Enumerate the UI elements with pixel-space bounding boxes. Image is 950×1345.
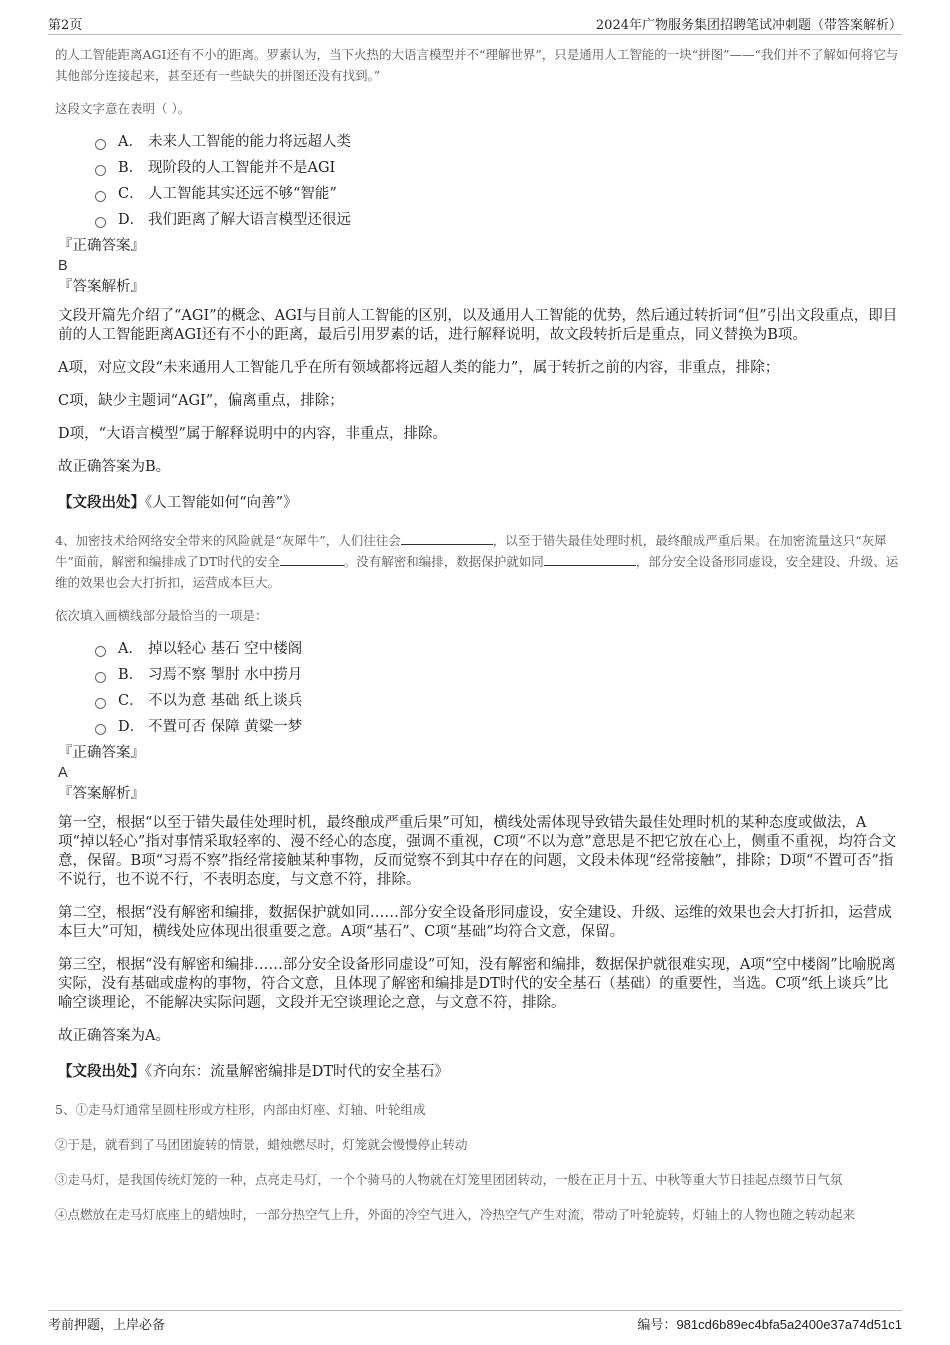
options-list	[95, 129, 900, 233]
option-c[interactable]: C． 人工智能其实还远不够“智能”	[95, 181, 900, 207]
answer-label: 『正确答案』	[58, 238, 145, 254]
source-citation: 【文段出处】《齐向东：流量解密编排是DT时代的安全基石》	[58, 1063, 450, 1080]
analysis-body	[58, 307, 900, 477]
radio-icon[interactable]	[95, 191, 106, 202]
radio-icon[interactable]	[95, 139, 106, 150]
question-3	[55, 44, 900, 512]
sentence-item: ③走马灯，是我国传统灯笼的一种，点亮走马灯，一个个骑马的人物就在灯笼里团团转动，一般在正月十五、中秋等重大节日挂起点缀节日气氛	[55, 1172, 843, 1187]
answer-value: A	[58, 765, 68, 781]
analysis-paragraph: 故正确答案为B。	[58, 459, 171, 475]
question-stem: 4、加密技术给网络安全带来的风险就是“灰犀牛”，人们往往会 ，以至于错失最佳处理时机，最终酿成严重后果。在加密流量这只“灰犀牛”面前，解密和编排成了DT时代的安全 。没有解密和编排，数据保护就如同 ，部分安全设备形同虚设，安全建设、升级、运维的效果也会大打折扣，运营成本巨大。	[55, 533, 899, 590]
sentence-item: 5、①走马灯通常呈圆柱形或方柱形，内部由灯座、灯轴、叶轮组成	[55, 1102, 426, 1117]
analysis-paragraph: C项，缺少主题词“AGI”，偏离重点，排除；	[58, 393, 344, 409]
analysis-label: 『答案解析』	[58, 279, 145, 295]
radio-icon[interactable]	[95, 672, 106, 683]
analysis-paragraph: 故正确答案为A。	[58, 1028, 170, 1044]
options-list	[95, 636, 900, 740]
document-title: 2024年广物服务集团招聘笔试冲刺题（带答案解析）	[595, 18, 902, 33]
question-stem: 的人工智能距离AGI还有不小的距离。罗素认为，当下火热的大语言模型并不“理解世界”，只是通用人工智能的一块“拼图”——“我们并不了解如何将它与其他部分连接起来，甚至还有一些缺失的拼图还没有找到。”	[55, 47, 899, 83]
page-number: 第2页	[48, 18, 83, 33]
analysis-paragraph: 文段开篇先介绍了“AGI”的概念、AGI与目前人工智能的区别，以及通用人工智能的优势，然后通过转折词“但”引出文段重点，即目前的人工智能距离AGI还有不小的距离，最后引用罗素的话，进行解释说明，故文段转折后是重点，同义替换为B项。	[58, 308, 898, 343]
option-d[interactable]: D． 不置可否 保障 黄粱一梦	[95, 714, 900, 740]
question-4	[55, 530, 900, 1081]
option-a[interactable]: A． 掉以轻心 基石 空中楼阁	[95, 636, 900, 662]
option-c[interactable]: C． 不以为意 基础 纸上谈兵	[95, 688, 900, 714]
option-b[interactable]: B． 现阶段的人工智能并不是AGI	[95, 155, 900, 181]
page-content	[55, 44, 900, 1239]
footer-slogan: 考前押题，上岸必备	[48, 1318, 166, 1333]
page-header	[48, 12, 902, 35]
source-citation: 【文段出处】《人工智能如何“向善”》	[58, 494, 298, 511]
analysis-paragraph: 第一空，根据“以至于错失最佳处理时机，最终酿成严重后果”可知，横线处需体现导致错失最佳处理时机的某种态度或做法，A项“掉以轻心”指对事情采取轻率的、漫不经心的态度，强调不重视，C项“不以为意”意思是不把它放在心上，侧重不重视，均符合文意，保留。B项“习焉不察”指经常接触某种事物，反而觉察不到其中存在的问题，文段未体现“经常接触”，排除；D项“不置可否”指不说行，也不说不行，不表明态度，与文意不符，排除。	[58, 815, 897, 888]
analysis-paragraph: D项，“大语言模型”属于解释说明中的内容，非重点，排除。	[58, 426, 447, 442]
option-d[interactable]: D． 我们距离了解大语言模型还很远	[95, 207, 900, 233]
answer-label: 『正确答案』	[58, 745, 145, 761]
question-prompt: 依次填入画横线部分最恰当的一项是：	[55, 608, 268, 623]
question-prompt: 这段文字意在表明（ ）。	[55, 101, 191, 116]
page-footer	[48, 1310, 902, 1333]
analysis-label: 『答案解析』	[58, 786, 145, 802]
question-5	[55, 1099, 900, 1225]
fill-blank	[280, 553, 344, 566]
answer-value: B	[58, 258, 68, 274]
radio-icon[interactable]	[95, 217, 106, 228]
fill-blank	[544, 553, 636, 566]
radio-icon[interactable]	[95, 165, 106, 176]
option-b[interactable]: B． 习焉不察 掣肘 水中捞月	[95, 662, 900, 688]
sentence-item: ②于是，就看到了马团团旋转的情景，蜡烛燃尽时，灯笼就会慢慢停止转动	[55, 1137, 468, 1152]
radio-icon[interactable]	[95, 724, 106, 735]
radio-icon[interactable]	[95, 646, 106, 657]
analysis-paragraph: 第二空，根据“没有解密和编排，数据保护就如同……部分安全设备形同虚设，安全建设、升级、运维的效果也会大打折扣，运营成本巨大”可知，横线处应体现出很重要之意。A项“基石”、C项“基础”均符合文意，保留。	[58, 905, 892, 940]
sentence-item: ④点燃放在走马灯底座上的蜡烛时，一部分热空气上升，外面的冷空气进入，冷热空气产生对流，带动了叶轮旋转，灯轴上的人物也随之转动起来	[55, 1207, 856, 1222]
fill-blank	[401, 532, 493, 545]
analysis-paragraph: A项，对应文段“未来通用人工智能几乎在所有领域都将远超人类的能力”，属于转折之前的内容，非重点，排除；	[58, 360, 780, 376]
radio-icon[interactable]	[95, 698, 106, 709]
analysis-body	[58, 814, 900, 1046]
analysis-paragraph: 第三空，根据“没有解密和编排……部分安全设备形同虚设”可知，没有解密和编排，数据保护就很难实现，A项“空中楼阁”比喻脱离实际，没有基础或虚构的事物，符合文意，且体现了解密和编排是DT时代的安全基石（基础）的重要性，当选。C项“纸上谈兵”比喻空谈理论，不能解决实际问题，文段并无空谈理论之意，与文意不符，排除。	[58, 957, 896, 1011]
option-a[interactable]: A． 未来人工智能的能力将远超人类	[95, 129, 900, 155]
document-code: 编号：981cd6b89ec4bfa5a2400e37a74d51c1	[637, 1317, 902, 1332]
